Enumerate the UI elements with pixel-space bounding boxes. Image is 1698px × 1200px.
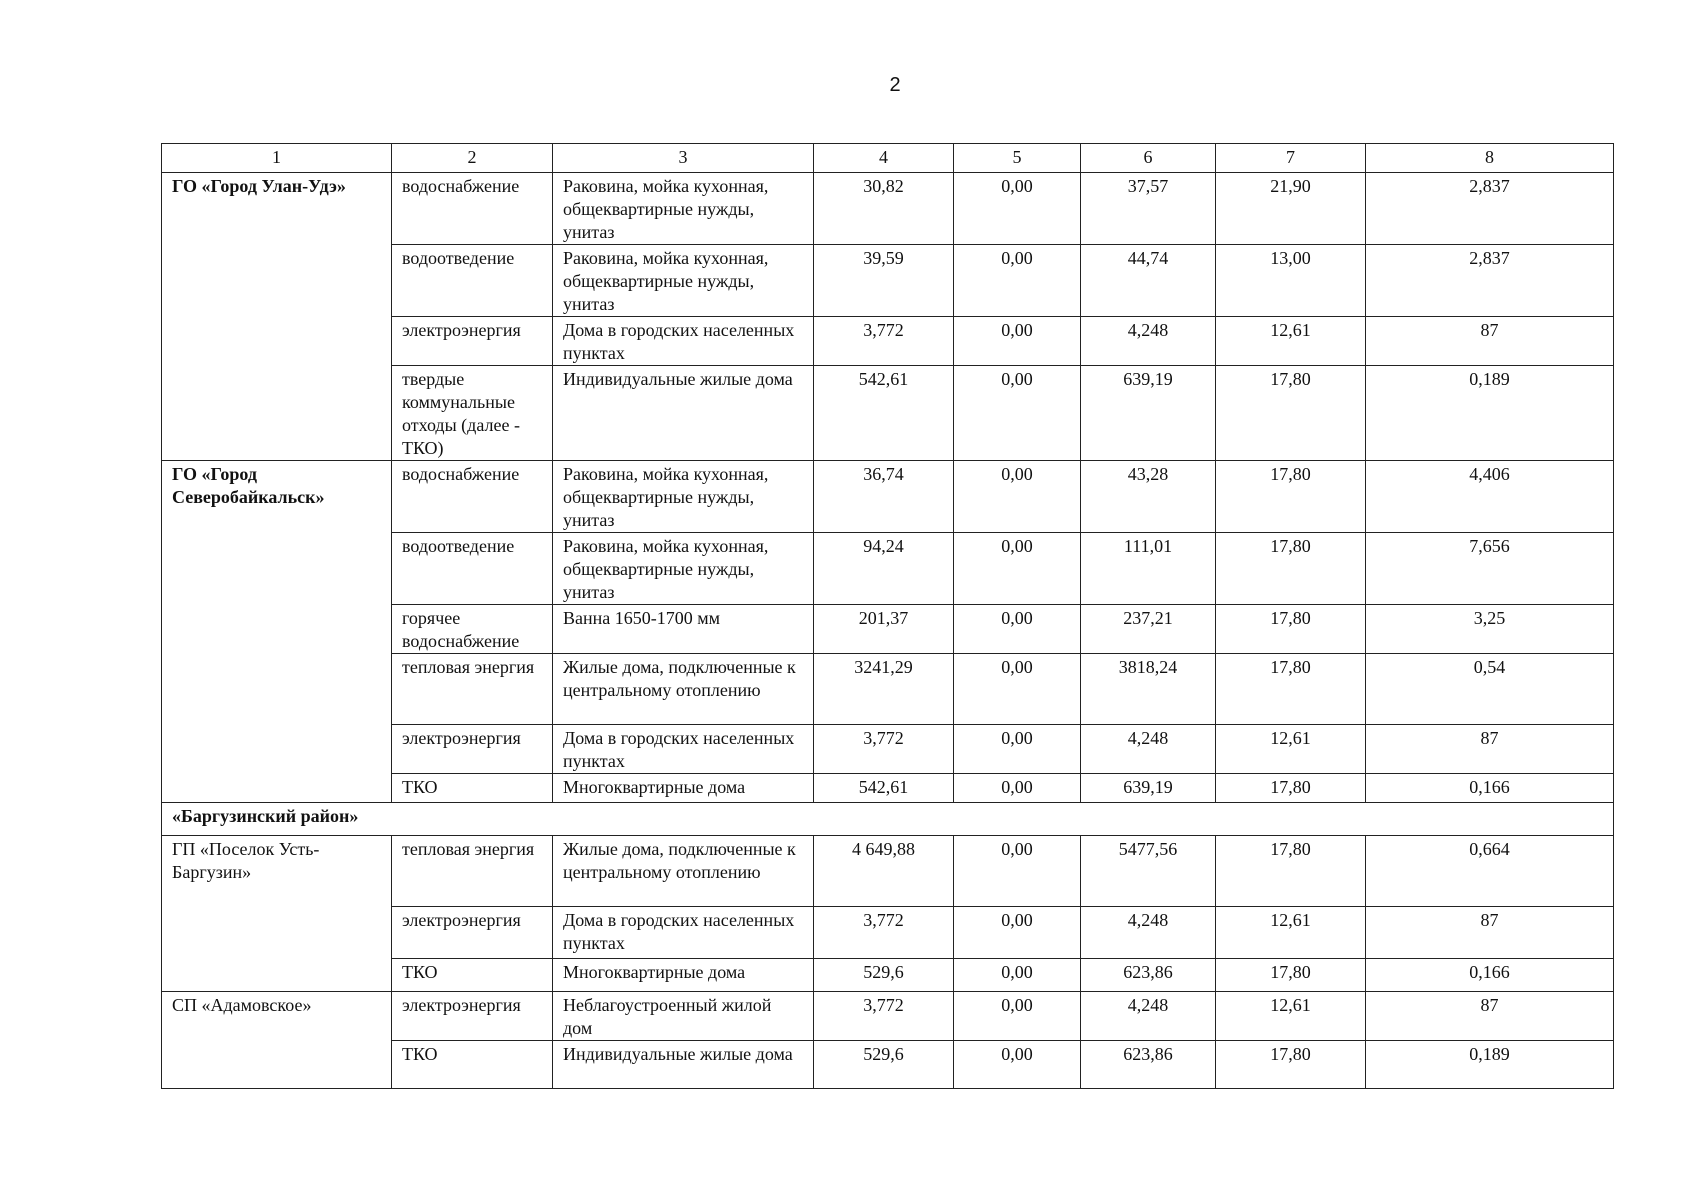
category-cell: Индивидуальные жилые дома xyxy=(553,366,814,461)
value-cell: 3,772 xyxy=(814,317,954,366)
value-cell: 94,24 xyxy=(814,533,954,605)
value-cell: 0,00 xyxy=(954,725,1081,774)
value-cell: 87 xyxy=(1366,907,1614,959)
value-cell: 4,248 xyxy=(1081,725,1216,774)
value-cell: 36,74 xyxy=(814,461,954,533)
column-header: 6 xyxy=(1081,144,1216,173)
value-cell: 17,80 xyxy=(1216,366,1366,461)
value-cell: 30,82 xyxy=(814,173,954,245)
service-cell: электроэнергия xyxy=(392,992,553,1041)
value-cell: 4,406 xyxy=(1366,461,1614,533)
service-cell: тепловая энергия xyxy=(392,836,553,907)
category-cell: Раковина, мойка кухонная, общеквартирные нужды, унитаз xyxy=(553,533,814,605)
value-cell: 17,80 xyxy=(1216,1041,1366,1089)
value-cell: 17,80 xyxy=(1216,774,1366,803)
value-cell: 0,00 xyxy=(954,317,1081,366)
value-cell: 3818,24 xyxy=(1081,654,1216,725)
value-cell: 0,189 xyxy=(1366,1041,1614,1089)
column-header: 8 xyxy=(1366,144,1614,173)
category-cell: Раковина, мойка кухонная, общеквартирные нужды, унитаз xyxy=(553,245,814,317)
service-cell: ТКО xyxy=(392,959,553,992)
value-cell: 0,166 xyxy=(1366,959,1614,992)
category-cell: Ванна 1650-1700 мм xyxy=(553,605,814,654)
value-cell: 0,664 xyxy=(1366,836,1614,907)
category-cell: Индивидуальные жилые дома xyxy=(553,1041,814,1089)
value-cell: 4,248 xyxy=(1081,992,1216,1041)
value-cell: 12,61 xyxy=(1216,907,1366,959)
value-cell: 12,61 xyxy=(1216,725,1366,774)
table-row xyxy=(162,461,1614,533)
value-cell: 44,74 xyxy=(1081,245,1216,317)
value-cell: 623,86 xyxy=(1081,959,1216,992)
value-cell: 201,37 xyxy=(814,605,954,654)
value-cell: 0,00 xyxy=(954,366,1081,461)
category-cell: Жилые дома, подключенные к центральному отоплению xyxy=(553,836,814,907)
municipality-cell: ГО «Город Северобайкальск» xyxy=(162,461,392,803)
value-cell: 37,57 xyxy=(1081,173,1216,245)
value-cell: 21,90 xyxy=(1216,173,1366,245)
value-cell: 17,80 xyxy=(1216,605,1366,654)
value-cell: 17,80 xyxy=(1216,461,1366,533)
municipality-cell: ГО «Город Улан-Удэ» xyxy=(162,173,392,461)
value-cell: 3,25 xyxy=(1366,605,1614,654)
service-cell: водоотведение xyxy=(392,533,553,605)
value-cell: 12,61 xyxy=(1216,317,1366,366)
value-cell: 0,166 xyxy=(1366,774,1614,803)
table-row xyxy=(162,173,1614,245)
column-header: 3 xyxy=(553,144,814,173)
value-cell: 542,61 xyxy=(814,774,954,803)
page-number: 2 xyxy=(889,74,901,96)
service-cell: ТКО xyxy=(392,1041,553,1089)
value-cell: 39,59 xyxy=(814,245,954,317)
service-cell: ТКО xyxy=(392,774,553,803)
value-cell: 17,80 xyxy=(1216,533,1366,605)
value-cell: 0,00 xyxy=(954,245,1081,317)
value-cell: 0,54 xyxy=(1366,654,1614,725)
value-cell: 7,656 xyxy=(1366,533,1614,605)
value-cell: 237,21 xyxy=(1081,605,1216,654)
table-row xyxy=(162,992,1614,1041)
service-cell: водоотведение xyxy=(392,245,553,317)
value-cell: 0,00 xyxy=(954,774,1081,803)
value-cell: 3,772 xyxy=(814,725,954,774)
value-cell: 542,61 xyxy=(814,366,954,461)
value-cell: 0,00 xyxy=(954,654,1081,725)
category-cell: Раковина, мойка кухонная, общеквартирные нужды, унитаз xyxy=(553,173,814,245)
value-cell: 12,61 xyxy=(1216,992,1366,1041)
category-cell: Дома в городских населенных пунктах xyxy=(553,907,814,959)
category-cell: Жилые дома, подключенные к центральному отоплению xyxy=(553,654,814,725)
district-title: «Баргузинский район» xyxy=(162,803,1614,836)
value-cell: 87 xyxy=(1366,725,1614,774)
column-header: 4 xyxy=(814,144,954,173)
value-cell: 13,00 xyxy=(1216,245,1366,317)
municipality-cell: СП «Адамовское» xyxy=(162,992,392,1089)
value-cell: 0,00 xyxy=(954,173,1081,245)
value-cell: 17,80 xyxy=(1216,836,1366,907)
category-cell: Неблагоустроенный жилой дом xyxy=(553,992,814,1041)
value-cell: 0,189 xyxy=(1366,366,1614,461)
value-cell: 0,00 xyxy=(954,836,1081,907)
value-cell: 639,19 xyxy=(1081,366,1216,461)
value-cell: 0,00 xyxy=(954,1041,1081,1089)
service-cell: электроэнергия xyxy=(392,725,553,774)
service-cell: тепловая энергия xyxy=(392,654,553,725)
value-cell: 3,772 xyxy=(814,907,954,959)
value-cell: 0,00 xyxy=(954,992,1081,1041)
value-cell: 0,00 xyxy=(954,605,1081,654)
value-cell: 0,00 xyxy=(954,461,1081,533)
service-cell: водоснабжение xyxy=(392,173,553,245)
value-cell: 87 xyxy=(1366,317,1614,366)
value-cell: 529,6 xyxy=(814,959,954,992)
municipality-cell: ГП «Поселок Усть-Баргузин» xyxy=(162,836,392,992)
value-cell: 17,80 xyxy=(1216,654,1366,725)
category-cell: Раковина, мойка кухонная, общеквартирные нужды, унитаз xyxy=(553,461,814,533)
table-row xyxy=(162,836,1614,907)
category-cell: Многоквартирные дома xyxy=(553,959,814,992)
value-cell: 0,00 xyxy=(954,907,1081,959)
value-cell: 111,01 xyxy=(1081,533,1216,605)
service-cell: твердые коммунальные отходы (далее - ТКО) xyxy=(392,366,553,461)
value-cell: 639,19 xyxy=(1081,774,1216,803)
value-cell: 3241,29 xyxy=(814,654,954,725)
value-cell: 87 xyxy=(1366,992,1614,1041)
service-cell: водоснабжение xyxy=(392,461,553,533)
tariff-table xyxy=(161,143,1614,1089)
service-cell: электроэнергия xyxy=(392,907,553,959)
category-cell: Дома в городских населенных пунктах xyxy=(553,317,814,366)
column-header: 1 xyxy=(162,144,392,173)
district-row xyxy=(162,803,1614,836)
value-cell: 4 649,88 xyxy=(814,836,954,907)
category-cell: Дома в городских населенных пунктах xyxy=(553,725,814,774)
value-cell: 4,248 xyxy=(1081,317,1216,366)
value-cell: 17,80 xyxy=(1216,959,1366,992)
column-header: 2 xyxy=(392,144,553,173)
service-cell: электроэнергия xyxy=(392,317,553,366)
column-header: 7 xyxy=(1216,144,1366,173)
value-cell: 4,248 xyxy=(1081,907,1216,959)
value-cell: 2,837 xyxy=(1366,173,1614,245)
header-row xyxy=(162,144,1614,173)
value-cell: 623,86 xyxy=(1081,1041,1216,1089)
category-cell: Многоквартирные дома xyxy=(553,774,814,803)
value-cell: 5477,56 xyxy=(1081,836,1216,907)
value-cell: 2,837 xyxy=(1366,245,1614,317)
value-cell: 43,28 xyxy=(1081,461,1216,533)
value-cell: 529,6 xyxy=(814,1041,954,1089)
value-cell: 0,00 xyxy=(954,959,1081,992)
column-header: 5 xyxy=(954,144,1081,173)
value-cell: 0,00 xyxy=(954,533,1081,605)
value-cell: 3,772 xyxy=(814,992,954,1041)
service-cell: горячее водоснабжение xyxy=(392,605,553,654)
